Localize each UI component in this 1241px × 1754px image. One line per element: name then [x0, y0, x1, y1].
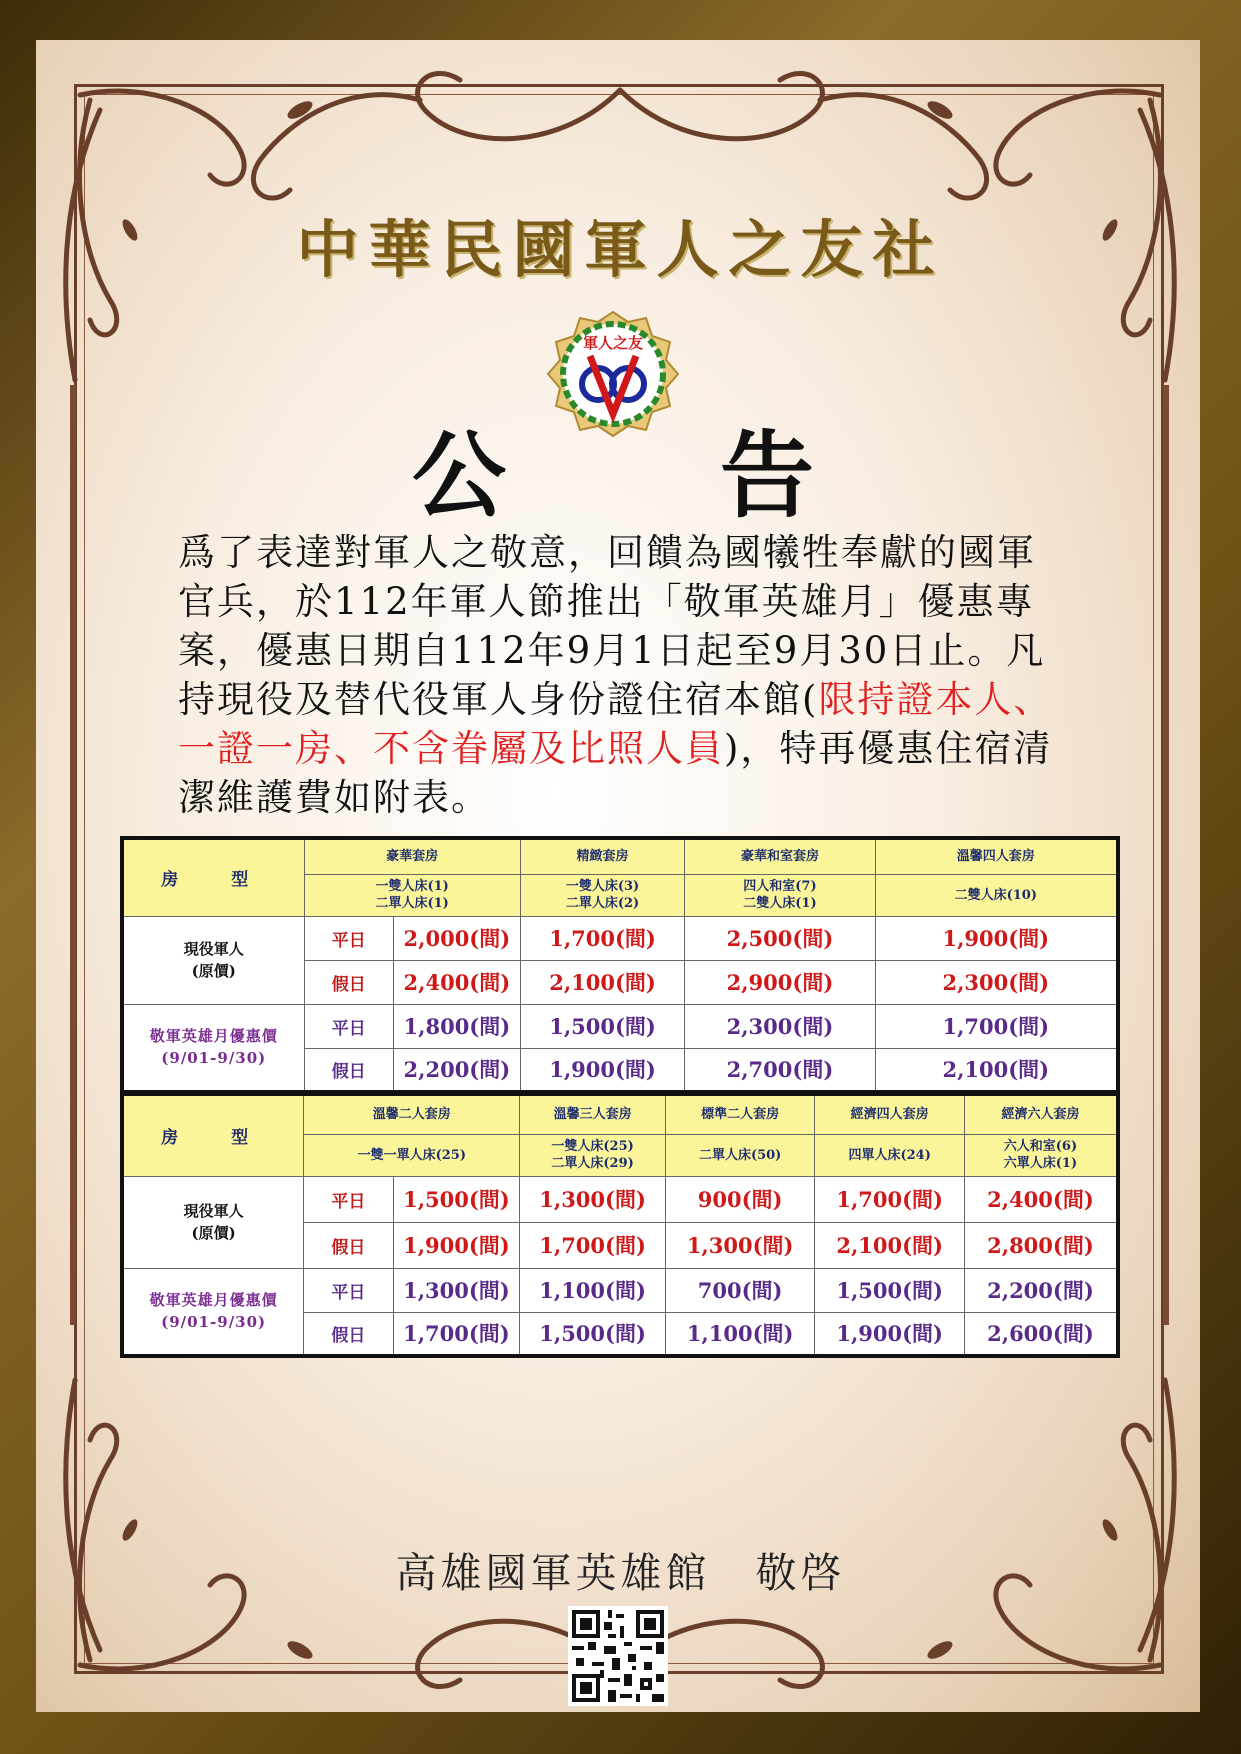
rate-table-1 — [120, 836, 1120, 1094]
price-cell: 2,100(間) — [520, 960, 685, 1004]
rate-table-2 — [120, 1092, 1120, 1358]
room-name: 豪華套房 — [304, 838, 520, 874]
notice-char-left: 公 — [412, 421, 507, 531]
organization-title: 中華民國軍人之友社 — [296, 213, 945, 286]
price-cell: 1,300(間) — [520, 1176, 666, 1222]
room-beds: 二單人床(50) — [665, 1134, 815, 1176]
price-cell: 2,100(間) — [815, 1222, 965, 1268]
room-type-header: 房 型 — [122, 838, 304, 916]
price-cell: 1,900(間) — [815, 1312, 965, 1356]
room-name: 溫馨三人套房 — [520, 1094, 666, 1134]
price-cell: 1,700(間) — [520, 916, 685, 960]
category-active-duty: 現役軍人 (原價) — [122, 1176, 304, 1268]
holiday-label: 假日 — [304, 1312, 393, 1356]
room-beds: 一雙人床(25) 二單人床(29) — [520, 1134, 666, 1176]
price-cell: 1,500(間) — [520, 1004, 685, 1048]
price-cell: 2,300(間) — [875, 960, 1118, 1004]
price-cell: 1,700(間) — [875, 1004, 1118, 1048]
room-name: 標準二人套房 — [665, 1094, 815, 1134]
qr-code[interactable] — [568, 1606, 668, 1706]
price-cell: 2,800(間) — [964, 1222, 1118, 1268]
emblem-text: 軍人之友 — [582, 334, 644, 352]
price-cell: 2,400(間) — [964, 1176, 1118, 1222]
price-cell: 2,000(間) — [393, 916, 520, 960]
announcement-body — [178, 528, 1058, 822]
holiday-label: 假日 — [304, 1048, 393, 1092]
price-cell: 700(間) — [665, 1268, 815, 1312]
price-cell: 1,900(間) — [393, 1222, 520, 1268]
category-promo: 敬軍英雄月優惠價 (9/01-9/30) — [122, 1268, 304, 1356]
price-cell: 1,500(間) — [815, 1268, 965, 1312]
price-cell: 2,400(間) — [393, 960, 520, 1004]
category-promo: 敬軍英雄月優惠價 (9/01-9/30) — [122, 1004, 304, 1092]
price-cell: 1,300(間) — [393, 1268, 520, 1312]
price-cell: 1,800(間) — [393, 1004, 520, 1048]
price-cell: 900(間) — [665, 1176, 815, 1222]
body-text-part1: 爲了表達對軍人之敬意，回饋為國犧牲奉獻的國軍官兵，於112年軍人節推出「敬軍英雄月」優惠專案，優惠日期自112年9月1日起至9月30日止。凡持現役及替代役軍人身份證住宿本館( — [178, 531, 1046, 721]
price-cell: 2,300(間) — [685, 1004, 875, 1048]
price-cell: 2,200(間) — [964, 1268, 1118, 1312]
room-name: 豪華和室套房 — [685, 838, 875, 874]
price-cell: 1,100(間) — [665, 1312, 815, 1356]
body-text-restriction: 限持證本人、一證一房、不含眷屬及比照人員 — [178, 678, 1053, 770]
notice-char-right: 告 — [720, 421, 815, 531]
friends-of-soldiers-emblem — [528, 310, 698, 450]
room-name: 精緻套房 — [520, 838, 685, 874]
room-name: 溫馨二人套房 — [304, 1094, 520, 1134]
room-beds: 一雙人床(1) 二單人床(1) — [304, 874, 520, 916]
room-beds: 四單人床(24) — [815, 1134, 965, 1176]
room-name: 經濟六人套房 — [964, 1094, 1118, 1134]
price-cell: 1,700(間) — [815, 1176, 965, 1222]
price-cell: 2,100(間) — [875, 1048, 1118, 1092]
room-type-header: 房 型 — [122, 1094, 304, 1176]
room-beds: 四人和室(7) 二雙人床(1) — [685, 874, 875, 916]
price-cell: 1,700(間) — [393, 1312, 520, 1356]
weekday-label: 平日 — [304, 1004, 393, 1048]
weekday-label: 平日 — [304, 1268, 393, 1312]
body-text-part2: )，特再優惠住宿清潔維護費如附表。 — [178, 727, 1053, 819]
price-cell: 1,900(間) — [520, 1048, 685, 1092]
price-cell: 2,700(間) — [685, 1048, 875, 1092]
room-name: 經濟四人套房 — [815, 1094, 965, 1134]
price-cell: 2,900(間) — [685, 960, 875, 1004]
price-cell: 1,900(間) — [875, 916, 1118, 960]
price-cell: 1,700(間) — [520, 1222, 666, 1268]
price-cell: 2,600(間) — [964, 1312, 1118, 1356]
holiday-label: 假日 — [304, 960, 393, 1004]
price-cell: 2,500(間) — [685, 916, 875, 960]
weekday-label: 平日 — [304, 1176, 393, 1222]
price-cell: 1,300(間) — [665, 1222, 815, 1268]
room-beds: 一雙一單人床(25) — [304, 1134, 520, 1176]
room-name: 溫馨四人套房 — [875, 838, 1118, 874]
price-cell: 1,100(間) — [520, 1268, 666, 1312]
price-cell: 2,200(間) — [393, 1048, 520, 1092]
room-beds: 六人和室(6) 六單人床(1) — [964, 1134, 1118, 1176]
holiday-label: 假日 — [304, 1222, 393, 1268]
price-cell: 1,500(間) — [393, 1176, 520, 1222]
category-active-duty: 現役軍人 (原價) — [122, 916, 304, 1004]
signature: 高雄國軍英雄館 敬啓 — [395, 1549, 846, 1597]
room-beds: 一雙人床(3) 二單人床(2) — [520, 874, 685, 916]
price-cell: 1,500(間) — [520, 1312, 666, 1356]
weekday-label: 平日 — [304, 916, 393, 960]
room-beds: 二雙人床(10) — [875, 874, 1118, 916]
